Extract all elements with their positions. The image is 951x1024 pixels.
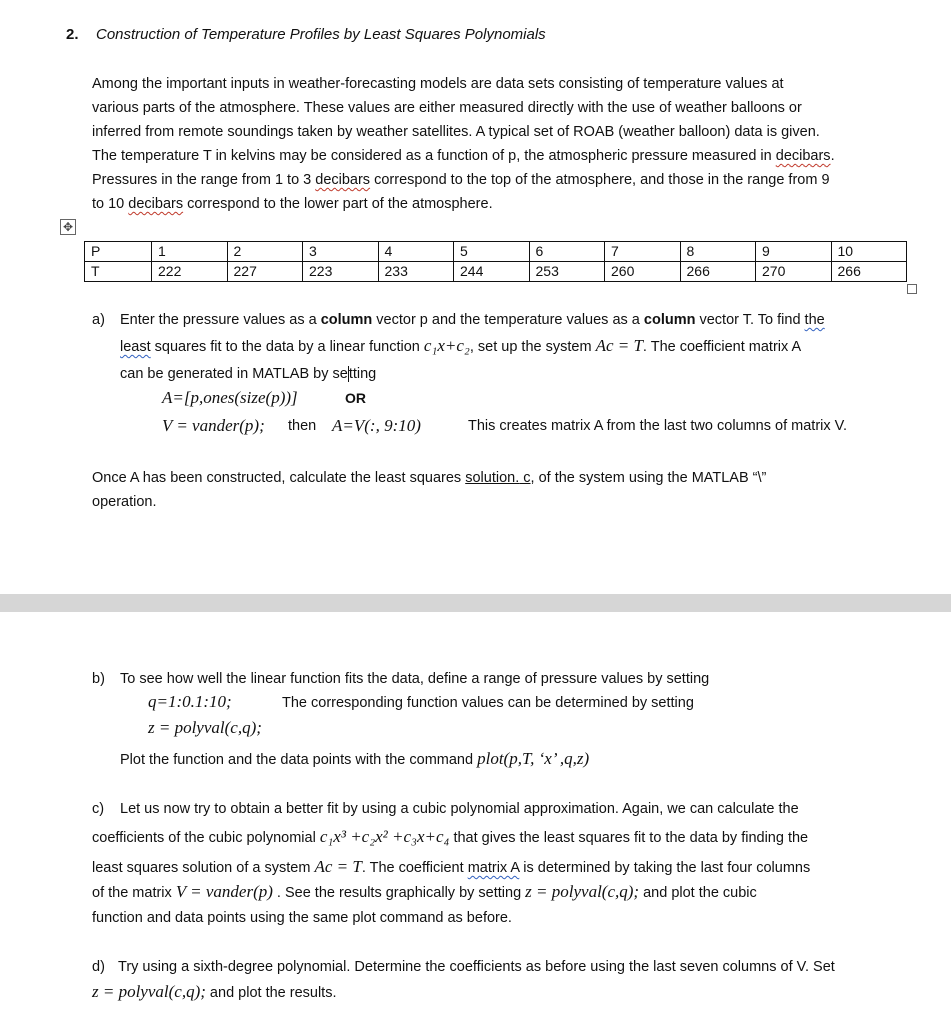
- then-label: then: [288, 418, 317, 434]
- part-d-line-1: Try using a sixth-degree polynomial. Determine the coefficients as before using the last seven columns of V. Set: [118, 959, 835, 975]
- intro-line-2: various parts of the atmosphere. These values are either measured directly with the use of weather balloons or: [92, 100, 802, 116]
- part-a-text: , set up the system: [469, 339, 596, 355]
- part-c-text: is determined by taking the last four columns: [519, 860, 811, 876]
- vander-formula: V = vander(p);: [162, 416, 265, 435]
- temperature-cell: 222: [152, 262, 228, 282]
- part-d-label: d): [92, 959, 105, 975]
- intro-line-4: [92, 146, 835, 166]
- document-page-2: [0, 612, 951, 1024]
- temperature-cell: 233: [378, 262, 454, 282]
- temperature-cell: 266: [680, 262, 756, 282]
- row-label-t: T: [85, 262, 152, 282]
- temperature-cell: 260: [605, 262, 681, 282]
- grammar-check-word: matrix A: [467, 860, 520, 876]
- problem-title: Construction of Temperature Profiles by Least Squares Polynomials: [96, 26, 546, 43]
- part-a-text: vector T. To find: [695, 312, 805, 328]
- polyval-formula: z = polyval(c,q);: [148, 718, 262, 737]
- linear-function-formula: c₁x+c₂: [423, 336, 470, 355]
- part-c-text: coefficients of the cubic polynomial: [92, 830, 320, 846]
- intro-line-5b: correspond to the top of the atmosphere, and those in the range from 9: [370, 172, 830, 188]
- pressure-cell: 9: [756, 242, 832, 262]
- polyval-formula: z = polyval(c,q);: [92, 982, 206, 1001]
- matrix-a-formula: A=[p,ones(size(p))]: [162, 388, 298, 407]
- part-a-text: can be generated in MATLAB by se: [120, 366, 348, 382]
- part-b-label: b): [92, 671, 105, 687]
- part-b-line-2: The corresponding function values can be determined by setting: [282, 695, 694, 711]
- part-c-text: . See the results graphically by setting: [272, 885, 526, 901]
- part-b-line-1: To see how well the linear function fits the data, define a range of pressure values by setting: [120, 671, 710, 687]
- part-c-label: c): [92, 801, 105, 817]
- pressure-cell: 7: [605, 242, 681, 262]
- temperature-cell: 253: [529, 262, 605, 282]
- part-c-line-4: [92, 882, 757, 903]
- part-a-text: . The coefficient matrix A: [642, 339, 802, 355]
- part-a-line-3: [120, 364, 376, 384]
- intro-line-5: [92, 170, 830, 190]
- pressure-cell: 8: [680, 242, 756, 262]
- table-resize-handle[interactable]: [907, 284, 917, 294]
- part-a-line-once: [92, 468, 766, 488]
- intro-line-1: Among the important inputs in weather-forecasting models are data sets consisting of temperature values at: [92, 76, 784, 92]
- pressure-cell: 10: [831, 242, 907, 262]
- part-a-text: Once A has been constructed, calculate the least squares: [92, 470, 466, 486]
- q-range-formula: [148, 692, 232, 712]
- temperature-cell: 223: [303, 262, 379, 282]
- c-variable: c: [519, 470, 531, 486]
- intro-line-3: inferred from remote soundings taken by weather satellites. A typical set of ROAB (weather balloon) data is given.: [92, 124, 820, 140]
- temperature-row: [85, 262, 907, 282]
- temperature-cell: 227: [227, 262, 303, 282]
- part-d-line-2: [92, 982, 336, 1003]
- temperature-cell: 266: [831, 262, 907, 282]
- bold-column: column: [643, 312, 696, 328]
- linear-system-formula: Ac = T: [595, 336, 643, 355]
- part-c-text: and plot the cubic: [639, 885, 757, 901]
- roab-data-table: [84, 241, 907, 282]
- part-c-line-1: Let us now try to obtain a better fit by using a cubic polynomial approximation. Again, we can calculate the: [120, 801, 799, 817]
- part-c-line-3: [92, 857, 810, 878]
- bold-column: column: [320, 312, 373, 328]
- part-c-text: . The coefficient: [361, 860, 468, 876]
- row-label-p: P: [85, 242, 152, 262]
- solution-word: solution.: [465, 470, 520, 486]
- pressure-row: [85, 242, 907, 262]
- part-c-line-5: function and data points using the same plot command as before.: [92, 910, 512, 926]
- spell-check-word: decibars: [775, 148, 831, 164]
- intro-line-5a: Pressures in the range from 1 to 3: [92, 172, 316, 188]
- or-label: OR: [345, 390, 366, 406]
- column-select-formula: A=V(:, 9:10): [332, 416, 421, 435]
- page-break: [0, 594, 951, 612]
- part-c-line-2: [92, 827, 808, 848]
- part-a-text: , of the system using the MATLAB “\”: [530, 470, 767, 486]
- temperature-cell: 244: [454, 262, 530, 282]
- vander-formula: V = vander(p): [175, 882, 273, 901]
- spell-check-word: decibars: [128, 196, 184, 212]
- part-a-text: squares fit to the data by a linear function: [150, 339, 424, 355]
- polyval-formula: z = polyval(c,q);: [525, 882, 640, 901]
- part-a-line-2: [120, 336, 801, 357]
- pressure-cell: 2: [227, 242, 303, 262]
- linear-system-formula: Ac = T: [314, 857, 362, 876]
- part-d-text: and plot the results.: [205, 985, 337, 1001]
- intro-line-6b: correspond to the lower part of the atmosphere.: [183, 196, 493, 212]
- intro-line-6: [92, 194, 493, 214]
- part-a-text: vector p and the temperature values as a: [372, 312, 644, 328]
- grammar-check-word: least: [120, 339, 151, 355]
- part-c-text: that gives the least squares fit to the data by finding the: [449, 830, 809, 846]
- text-cursor-word: tting: [348, 366, 377, 382]
- period-text: .: [830, 148, 835, 164]
- intro-line-4-text: The temperature T in kelvins may be considered as a function of p, the atmospheric pressure measured in: [92, 148, 776, 164]
- part-a-label: a): [92, 312, 105, 328]
- intro-line-6a: to 10: [92, 196, 129, 212]
- problem-number: 2.: [66, 26, 79, 43]
- part-b-text: Plot the function and the data points with the command: [120, 752, 478, 768]
- part-a-text: Enter the pressure values as a: [120, 312, 321, 328]
- part-c-text: least squares solution of a system: [92, 860, 315, 876]
- spell-check-word: decibars: [315, 172, 371, 188]
- pressure-cell: 5: [454, 242, 530, 262]
- cubic-polynomial-formula: c₁x³ +c₂x² +c₃x+c₄: [319, 827, 450, 846]
- pressure-cell: 4: [378, 242, 454, 262]
- part-a-line-1: [120, 310, 825, 330]
- pressure-cell: 3: [303, 242, 379, 262]
- part-a-operation: operation.: [92, 494, 157, 510]
- part-b-line-3: [120, 749, 589, 770]
- part-a-note: This creates matrix A from the last two columns of matrix V.: [468, 418, 848, 434]
- q-range-text: q=1:0.1:10;: [148, 692, 232, 711]
- plot-command-formula: plot(p,T, ‘x’ ,q,z): [477, 749, 590, 768]
- pressure-cell: 6: [529, 242, 605, 262]
- part-c-text: of the matrix: [92, 885, 176, 901]
- table-move-handle-icon[interactable]: ✥: [60, 219, 76, 235]
- temperature-cell: 270: [756, 262, 832, 282]
- grammar-check-word: the: [804, 312, 825, 328]
- pressure-cell: 1: [152, 242, 228, 262]
